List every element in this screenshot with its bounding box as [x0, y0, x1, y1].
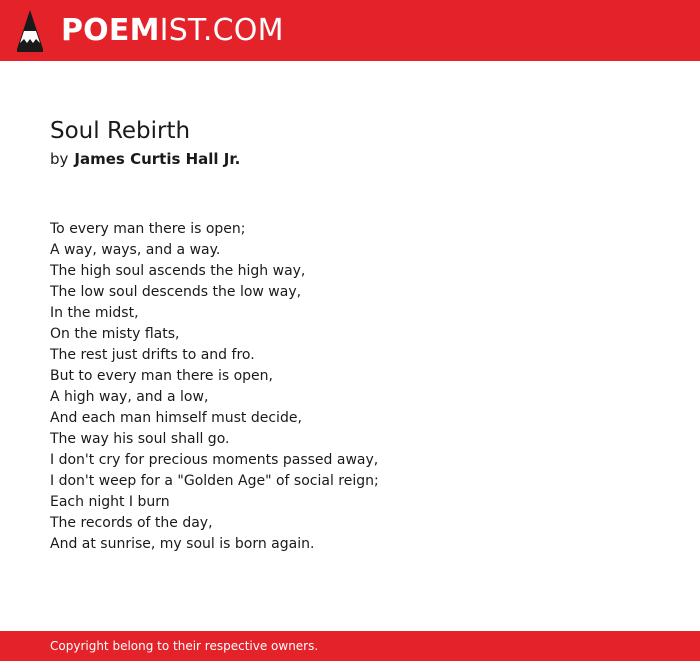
poem-body	[50, 219, 650, 555]
poem-line: And each man himself must decide,	[50, 410, 302, 426]
poem-line: The records of the day,	[50, 515, 213, 531]
poem-line: I don't weep for a "Golden Age" of social reign;	[50, 473, 379, 489]
poem-line: But to every man there is open,	[50, 368, 273, 384]
poem-line: On the misty flats,	[50, 326, 180, 342]
site-logo-text	[61, 9, 284, 53]
poem-line: The low soul descends the low way,	[50, 284, 302, 300]
site-header	[0, 0, 700, 61]
byline-prefix: by	[50, 150, 69, 168]
poem-line: To every man there is open;	[50, 221, 246, 237]
author-link[interactable]: James Curtis Hall Jr.	[74, 150, 241, 168]
poem-line: The high soul ascends the high way,	[50, 263, 306, 279]
poem-line: A way, ways, and a way.	[50, 242, 221, 258]
logo-light-part: IST.COM	[159, 13, 284, 48]
poem-line: Each night I burn	[50, 494, 170, 510]
poem-line: The way his soul shall go.	[50, 431, 230, 447]
site-logo-link[interactable]	[16, 9, 284, 53]
copyright-text: Copyright belong to their respective owners.	[50, 639, 319, 653]
pencil-icon	[16, 9, 44, 53]
byline	[50, 148, 650, 170]
poem-heading	[50, 116, 650, 170]
poem-title: Soul Rebirth	[50, 118, 191, 144]
poem-line: I don't cry for precious moments passed away,	[50, 452, 379, 468]
poem-line: A high way, and a low,	[50, 389, 209, 405]
poem-line: And at sunrise, my soul is born again.	[50, 536, 315, 552]
poem-line: In the midst,	[50, 305, 139, 321]
logo-bold-part: POEM	[61, 13, 160, 48]
site-footer	[0, 631, 700, 661]
poem-line: The rest just drifts to and fro.	[50, 347, 255, 363]
